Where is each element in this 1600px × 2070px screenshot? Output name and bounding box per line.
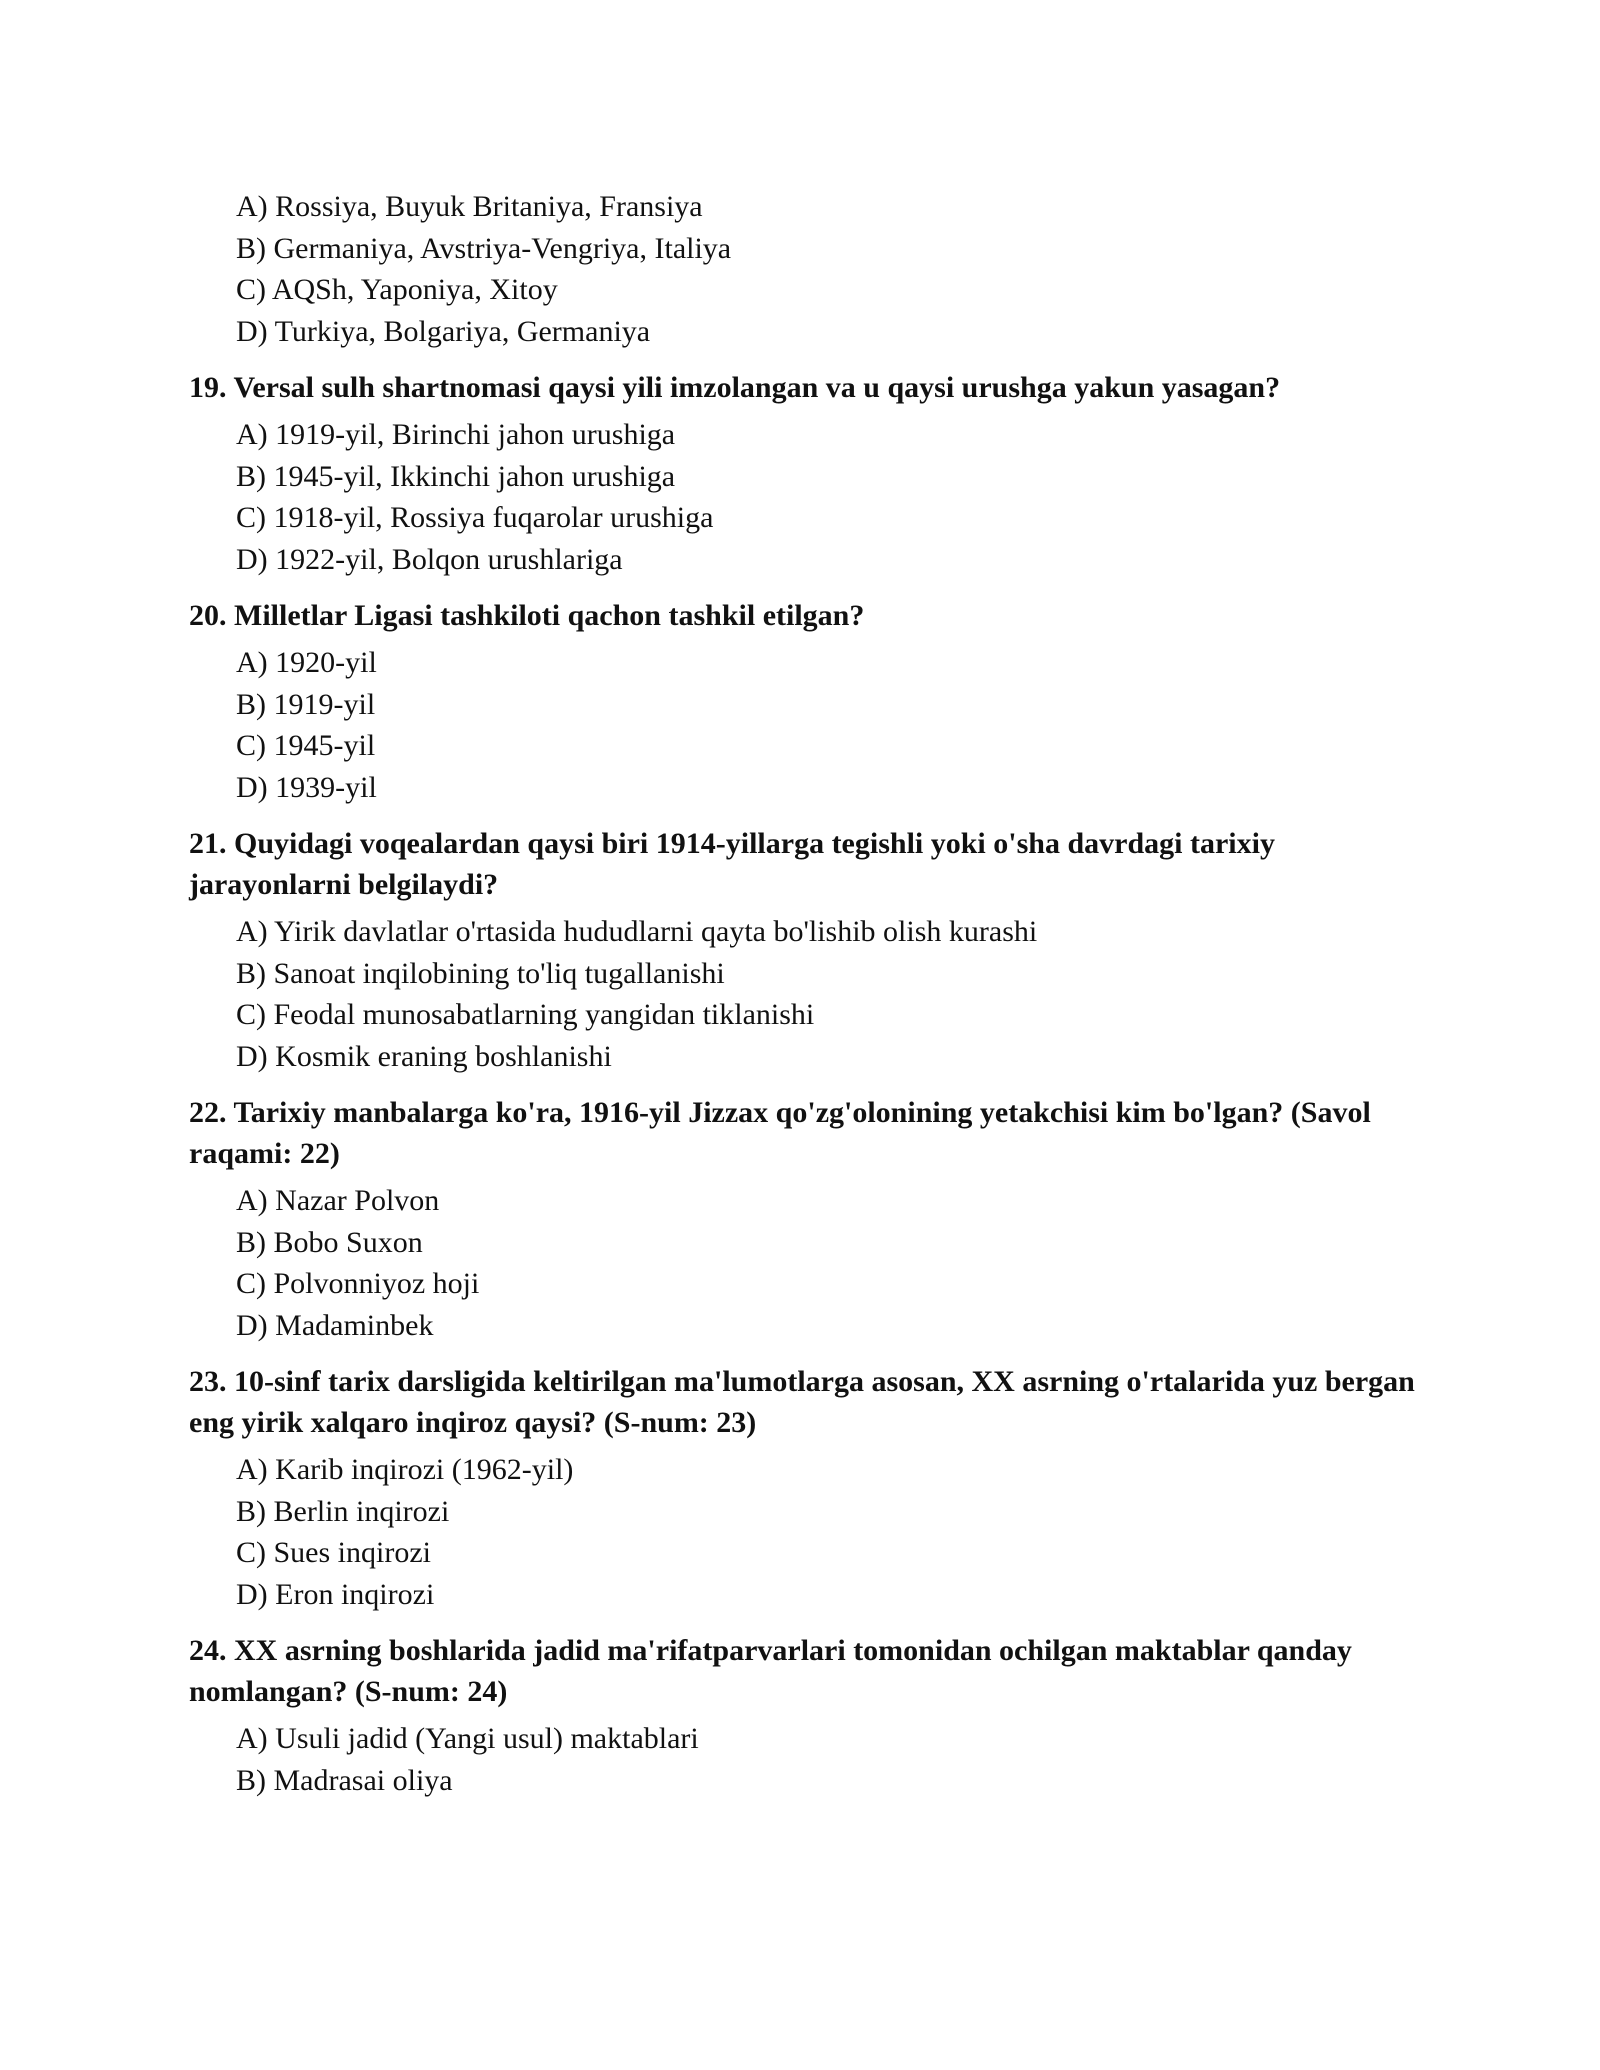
question-23 bbox=[189, 1361, 1429, 1615]
option-a: A) 1920-yil bbox=[236, 646, 377, 679]
option-a: A) Rossiya, Buyuk Britaniya, Fransiya bbox=[236, 190, 703, 223]
option-c: C) 1918-yil, Rossiya fuqarolar urushiga bbox=[236, 501, 714, 534]
question-22 bbox=[189, 1092, 1429, 1346]
question-21 bbox=[189, 823, 1429, 1077]
option-c: C) Feodal munosabatlarning yangidan tiklanishi bbox=[236, 998, 815, 1031]
option-a: A) Nazar Polvon bbox=[236, 1184, 440, 1217]
question-text: 21. Quyidagi voqealardan qaysi biri 1914-yillarga tegishli yoki o'sha davrdagi tarixiy jarayonlarni belgilaydi? bbox=[189, 827, 1275, 901]
option-d: D) Turkiya, Bolgariya, Germaniya bbox=[236, 314, 651, 348]
option-a: A) Karib inqirozi (1962-yil) bbox=[236, 1453, 574, 1486]
document-page bbox=[189, 186, 1429, 1801]
option-d: D) Eron inqirozi bbox=[236, 1577, 435, 1611]
option-b: B) Bobo Suxon bbox=[236, 1225, 423, 1259]
question-24 bbox=[189, 1630, 1429, 1801]
option-b: B) Sanoat inqilobining to'liq tugallanishi bbox=[236, 956, 725, 990]
option-a: A) Yirik davlatlar o'rtasida hududlarni qayta bo'lishib olish kurashi bbox=[236, 915, 1038, 948]
question-19 bbox=[189, 367, 1429, 580]
question-text: 24. XX asrning boshlarida jadid ma'rifatparvarlari tomonidan ochilgan maktablar qanday nomlangan? (S-num: 24) bbox=[189, 1634, 1352, 1708]
option-a: A) 1919-yil, Birinchi jahon urushiga bbox=[236, 418, 676, 451]
question-text: 20. Milletlar Ligasi tashkiloti qachon tashkil etilgan? bbox=[189, 599, 865, 632]
question-text: 22. Tarixiy manbalarga ko'ra, 1916-yil Jizzax qo'zg'olonining yetakchisi kim bo'lgan? (Savol raqami: 22) bbox=[189, 1096, 1371, 1170]
option-b: B) Madrasai oliya bbox=[236, 1763, 453, 1797]
option-d: D) Madaminbek bbox=[236, 1308, 434, 1342]
option-c: C) Sues inqirozi bbox=[236, 1536, 431, 1569]
option-c: C) Polvonniyoz hoji bbox=[236, 1267, 480, 1300]
option-d: D) Kosmik eraning boshlanishi bbox=[236, 1039, 612, 1073]
option-c: C) 1945-yil bbox=[236, 729, 376, 762]
option-b: B) Berlin inqirozi bbox=[236, 1494, 450, 1528]
question-20 bbox=[189, 595, 1429, 808]
option-c: C) AQSh, Yaponiya, Xitoy bbox=[236, 273, 558, 306]
option-b: B) Germaniya, Avstriya-Vengriya, Italiya bbox=[236, 231, 732, 265]
option-b: B) 1945-yil, Ikkinchi jahon urushiga bbox=[236, 459, 676, 493]
option-b: B) 1919-yil bbox=[236, 687, 376, 721]
continued-options-block bbox=[189, 186, 1429, 352]
option-a: A) Usuli jadid (Yangi usul) maktablari bbox=[236, 1722, 699, 1755]
option-d: D) 1922-yil, Bolqon urushlariga bbox=[236, 542, 623, 576]
question-text: 19. Versal sulh shartnomasi qaysi yili imzolangan va u qaysi urushga yakun yasagan? bbox=[189, 371, 1281, 404]
question-text: 23. 10-sinf tarix darsligida keltirilgan ma'lumotlarga asosan, XX asrning o'rtalarida yuz bergan eng yirik xalqaro inqiroz qaysi? (S-num: 23) bbox=[189, 1365, 1415, 1439]
option-d: D) 1939-yil bbox=[236, 770, 377, 804]
